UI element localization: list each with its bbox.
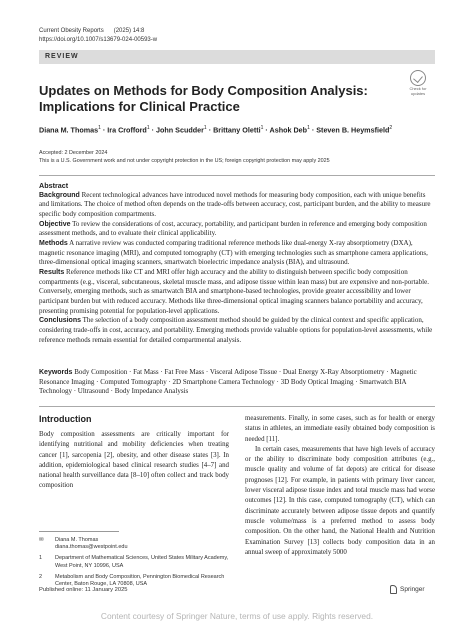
keyword: Fat Mass · — [131, 368, 163, 376]
divider — [39, 406, 435, 407]
keyword: Body Composition · — [74, 368, 132, 376]
keyword: Body Impedance Analysis — [112, 387, 189, 396]
abstract-heading: Abstract — [39, 181, 69, 190]
article-dates — [39, 149, 439, 165]
divider — [39, 175, 435, 176]
author-affiliation-mark: 1 — [98, 125, 101, 131]
keyword: Ultrasound · — [76, 387, 113, 396]
footnote-divider — [39, 531, 119, 532]
methods-label: Methods — [39, 239, 68, 247]
check-updates-label: Check for updates — [409, 86, 427, 96]
journal-header — [39, 27, 157, 44]
footnotes — [39, 537, 229, 592]
introduction-paragraph: Body composition assessments are critically important for identifying nutritional and mobility deficiencies when treating cancer [1], sarcopenia [2], obesity, and other disease states [3]. In addition, epidemiological based clinical research studies [4–7] and national health surveillance data [8–10] often collect and track body composition — [39, 431, 229, 490]
published-date: Published online: 11 January 2025 — [39, 587, 128, 593]
results-label: Results — [39, 268, 65, 276]
introduction-heading: Introduction — [39, 414, 92, 424]
author-affiliation-mark: 1 — [260, 125, 264, 131]
email-icon: ✉ — [39, 537, 44, 543]
author-name[interactable]: Steven B. Heymsfield — [316, 125, 390, 135]
author-name[interactable]: Brittany Oletti — [213, 125, 261, 135]
author-affiliation-mark: 1 — [146, 125, 150, 131]
right-column — [245, 414, 435, 558]
author-name[interactable]: Ira Crofford — [107, 125, 147, 135]
courtesy-notice: Content courtesy of Springer Nature, terms of use apply. Rights reserved. — [100, 611, 374, 621]
check-updates-icon — [410, 70, 426, 86]
affiliation-number: 1 — [39, 555, 43, 562]
author-affiliation-mark: 1 — [307, 125, 310, 131]
author-name[interactable]: Ashok Deb — [269, 125, 308, 135]
keyword: 3D Body Optical Imaging · — [278, 377, 358, 386]
body-paragraph: In certain cases, measurements that have high levels of accuracy or the ability to discriminate body composition attributes (e.g., muscle quality and volume of fat depots) are critical for disease prognoses [12]. For example, in patients with primary liver cancer, lower visceral adipose tissue index and total muscle mass had worse outcomes [12]. In this case, computed tomography (CT), which can discriminate accurately between adipose tissue depots and quantify muscle volume/mass is a preferred method to assess body composition. On the other hand, the National Health and Nutrition Examination Survey [13] collects body composition data in an annual sweep of approximately 5000 — [245, 445, 435, 556]
keyword: 2D Smartphone Camera Technology · — [170, 377, 279, 386]
keywords-label: Keywords — [39, 369, 73, 376]
author-affiliation-mark: 2 — [389, 125, 393, 131]
objective-label: Objective — [39, 220, 71, 228]
conclusions-label: Conclusions — [39, 317, 82, 325]
section-label-bar — [39, 50, 435, 64]
accepted-date: Accepted: 2 December 2024 — [39, 150, 108, 156]
keyword: Fat Free Mass · — [162, 368, 209, 376]
background-text: Recent technological advances have introduced novel methods for measuring body composition, each with unique benefits and limitations. The choice of method often depends on the trade-offs between accuracy, cost, participant burden, and the ability to measure specific body composition compartments. — [39, 190, 431, 218]
keyword: Computed Tomography · — [98, 377, 171, 386]
publisher-logo — [390, 585, 425, 594]
background-label: Background — [39, 191, 80, 199]
affiliation-text: Department of Mathematical Sciences, United States Military Academy, West Point, NY 10996, USA — [55, 555, 229, 569]
affiliation-text: Metabolism and Body Composition, Pennington Biomedical Research Center, Baton Rouge, LA 70808, USA — [55, 573, 225, 588]
left-column — [39, 414, 229, 492]
check-for-updates-button[interactable] — [403, 70, 433, 100]
body-paragraph: measurements. Finally, in some cases, such as for health or energy status in athletes, an immediate easily obtained body composition is needed [11]. — [245, 415, 435, 443]
conclusions-text: The selection of a body composition assessment method should be guided by the clinical context and specific application, considering trade-offs in cost, accuracy, and portability. Emerging methods provide valuable options for population-level assessments, while reference methods remain essential for detailed compartmental analysis. — [39, 316, 433, 344]
keyword: Dual Energy X-Ray Absorptiometry · — [281, 368, 389, 376]
journal-name: Current Obesity Reports — [39, 28, 104, 34]
publisher-name: Springer — [400, 586, 425, 593]
objective-text: To review the considerations of cost, accuracy, portability, and participant burden in reference and emerging body composition assessment methods, and to evaluate their clinical applicability. — [39, 219, 427, 238]
author-affiliation-mark: 1 — [203, 125, 207, 131]
article-title: Updates on Methods for Body Composition Analysis: Implications for Clinical Practice — [39, 83, 368, 114]
abstract — [39, 181, 435, 345]
springer-horse-icon — [390, 585, 397, 594]
keyword: Magnetic Resonance Imaging · — [39, 368, 417, 386]
author-name[interactable]: John Scudder — [155, 125, 204, 135]
author-name[interactable]: Diana M. Thomas — [39, 125, 99, 135]
results-text: Reference methods like CT and MRI offer high accuracy and the ability to distinguish between specific body composition compartments (e.g., visceral, subcutaneous, skeletal muscle mass, and adipose tissue within lean mass) but are expensive and non-portable. Conversely, emerging methods, such as smartwatch BIA and smartphone-based technologies, provide greater accessibility and lower participant burden but with reduced accuracy. Methods like three-dimensional optical imaging scanners balance portability and accuracy, presenting promising potential for population-level applications. — [39, 267, 429, 315]
copyright-note: This is a U.S. Government work and not under copyright protection in the US; foreign copyright protection may apply 2025 — [39, 158, 330, 164]
doi-link[interactable]: https://doi.org/10.1007/s13679-024-00593-w — [39, 36, 158, 43]
keyword: Smartwatch BIA Technology · — [39, 377, 407, 396]
affiliation-number: 2 — [39, 573, 43, 580]
keywords-list — [39, 368, 417, 395]
corresponding-author: Diana M. Thomas — [55, 537, 99, 543]
keywords — [39, 368, 435, 397]
author-list: Diana M. Thomas$^1$ · Ira Crofford$^1$ · John Scudder$^1$ · Brittany Oletti$^1$ · Ashok Deb$^1$ · Steven B. Heymsfield$^2$ — [39, 125, 393, 135]
email-link[interactable]: diana.thomas@westpoint.edu — [55, 544, 128, 551]
section-label: REVIEW — [45, 52, 79, 60]
keyword: Visceral Adipose Tissue · — [208, 368, 282, 376]
methods-text: A narrative review was conducted comparing traditional reference methods like dual-energy X-ray absorptiometry (DXA), magnetic resonance imaging (MRI), and computed tomography (CT) with emerging technologies such as smartphone camera applications, three-dimensional optical imaging scanners, smartwatch bioelectric impedance analysis (BIA), and ultrasound. — [39, 238, 428, 267]
journal-issue: (2025) 14:8 — [113, 28, 145, 34]
